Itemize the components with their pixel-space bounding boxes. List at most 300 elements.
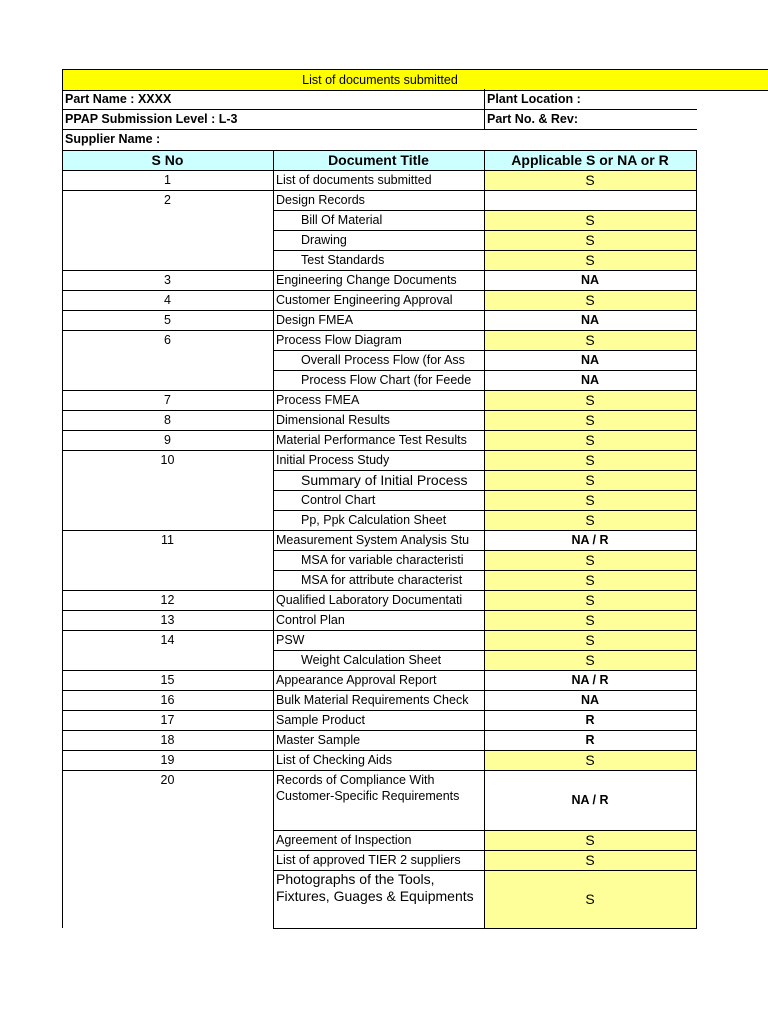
grid-line — [273, 190, 274, 210]
grid-line — [273, 570, 697, 571]
row-document-title: Design FMEA — [276, 313, 354, 327]
row-document-title: Measurement System Analysis Stu — [276, 533, 470, 547]
grid-line — [696, 610, 697, 630]
grid-line — [62, 129, 697, 130]
grid-line — [273, 550, 274, 570]
grid-line — [696, 730, 697, 750]
row-applicable: S — [484, 490, 696, 510]
grid-line — [62, 270, 273, 271]
grid-line — [273, 270, 697, 271]
grid-line — [484, 750, 485, 770]
grid-line — [62, 570, 63, 590]
row-sno: 12 — [160, 593, 175, 607]
grid-line — [62, 690, 273, 691]
plant-location: Plant Location : — [487, 92, 581, 106]
row-sno — [62, 350, 273, 370]
grid-line — [273, 410, 697, 411]
grid-line — [273, 430, 274, 450]
row-applicable: S — [484, 870, 696, 928]
grid-line — [484, 150, 485, 170]
grid-line — [696, 830, 697, 850]
row-document-title: Overall Process Flow (for Ass — [301, 353, 465, 367]
row-applicable: S — [484, 750, 696, 770]
grid-line — [696, 650, 697, 670]
grid-line — [62, 730, 63, 750]
grid-line — [484, 710, 485, 730]
grid-line — [62, 350, 63, 370]
row-document-title: Master Sample — [276, 733, 361, 747]
row-sno — [62, 250, 273, 270]
row-document-title: List of Checking Aids — [276, 753, 393, 767]
grid-line — [62, 450, 273, 451]
grid-line — [273, 290, 274, 310]
grid-line — [62, 310, 63, 330]
grid-line — [62, 310, 273, 311]
grid-line — [62, 390, 63, 410]
row-document-title: Photographs of the Tools, Fixtures, Guages & Equipments — [276, 871, 474, 904]
grid-line — [484, 330, 485, 350]
grid-line — [484, 850, 485, 870]
grid-line — [62, 510, 63, 530]
row-applicable: S — [484, 830, 696, 850]
row-sno — [62, 510, 273, 530]
row-document-title: Qualified Laboratory Documentati — [276, 593, 463, 607]
row-document-title: Sample Product — [276, 713, 365, 727]
row-document-title: Initial Process Study — [276, 453, 390, 467]
grid-line — [62, 590, 63, 610]
row-applicable: S — [484, 650, 696, 670]
row-document-title: Process FMEA — [276, 393, 360, 407]
grid-line — [273, 370, 697, 371]
grid-line — [273, 830, 274, 850]
row-applicable: NA — [580, 693, 600, 707]
grid-line — [62, 630, 273, 631]
row-document-title: Process Flow Diagram — [276, 333, 402, 347]
grid-line — [696, 330, 697, 350]
row-applicable: S — [484, 610, 696, 630]
row-applicable: S — [484, 290, 696, 310]
grid-line — [273, 850, 697, 851]
grid-line — [484, 650, 485, 670]
row-sno — [62, 570, 273, 590]
grid-line — [273, 230, 697, 231]
grid-line — [484, 250, 485, 270]
grid-line — [273, 690, 274, 710]
row-applicable: NA — [580, 353, 600, 367]
row-sno — [62, 650, 273, 670]
row-applicable: S — [484, 410, 696, 430]
grid-line — [696, 510, 697, 530]
grid-line — [273, 470, 274, 490]
col-header-sno: S No — [62, 150, 273, 170]
grid-line — [62, 870, 63, 928]
row-document-title: Pp, Ppk Calculation Sheet — [301, 513, 447, 527]
grid-line — [696, 230, 697, 250]
grid-line — [273, 550, 697, 551]
grid-line — [484, 530, 485, 550]
grid-line — [273, 750, 697, 751]
row-applicable: S — [484, 590, 696, 610]
grid-line — [696, 350, 697, 370]
grid-line — [484, 490, 485, 510]
grid-line — [273, 390, 697, 391]
grid-line — [484, 690, 485, 710]
row-document-title: Records of Compliance With Customer-Specific Requirements — [276, 773, 460, 803]
grid-line — [273, 170, 274, 190]
grid-line — [62, 89, 63, 150]
grid-line — [696, 410, 697, 430]
grid-line — [696, 150, 697, 170]
row-sno: 11 — [161, 533, 174, 547]
grid-line — [62, 590, 273, 591]
row-applicable: NA / R — [571, 793, 609, 807]
title-bar — [62, 69, 768, 91]
grid-line — [273, 190, 697, 191]
grid-line — [484, 270, 485, 290]
grid-line — [696, 770, 697, 830]
grid-line — [62, 290, 273, 291]
row-applicable: NA — [580, 373, 600, 387]
grid-line — [696, 270, 697, 290]
row-applicable: S — [484, 430, 696, 450]
grid-line — [62, 610, 63, 630]
row-sno — [62, 370, 273, 390]
grid-line — [273, 630, 274, 650]
grid-line — [696, 370, 697, 390]
row-applicable: R — [585, 713, 595, 727]
grid-line — [696, 850, 697, 870]
grid-line — [484, 450, 485, 470]
sheet-title: List of documents submitted — [302, 73, 458, 87]
grid-line — [273, 470, 697, 471]
row-document-title: Appearance Approval Report — [276, 673, 437, 687]
row-sno — [62, 550, 273, 570]
grid-line — [273, 330, 697, 331]
grid-line — [273, 490, 697, 491]
grid-line — [696, 710, 697, 730]
grid-line — [484, 190, 485, 210]
row-sno: 5 — [164, 313, 171, 327]
row-sno: 3 — [164, 273, 171, 287]
grid-line — [484, 730, 485, 750]
grid-line — [273, 870, 274, 928]
grid-line — [273, 610, 274, 630]
grid-line — [484, 230, 485, 250]
grid-line — [62, 490, 63, 510]
grid-line — [696, 210, 697, 230]
grid-line — [273, 150, 274, 170]
grid-line — [273, 928, 697, 929]
row-sno — [62, 230, 273, 250]
grid-line — [484, 510, 485, 530]
grid-line — [273, 330, 274, 350]
grid-line — [62, 170, 697, 171]
row-sno: 7 — [164, 393, 171, 407]
grid-line — [273, 350, 274, 370]
grid-line — [273, 610, 697, 611]
row-document-title: Bill Of Material — [301, 213, 383, 227]
row-document-title: PSW — [276, 633, 305, 647]
grid-line — [696, 190, 697, 210]
grid-line — [273, 250, 274, 270]
grid-line — [696, 590, 697, 610]
grid-line — [484, 290, 485, 310]
grid-line — [273, 710, 697, 711]
grid-line — [273, 770, 274, 830]
grid-line — [273, 670, 274, 690]
row-sno: 9 — [164, 433, 171, 447]
col-header-title: Document Title — [273, 150, 484, 170]
grid-line — [62, 610, 273, 611]
row-applicable: S — [484, 570, 696, 590]
row-document-title: Weight Calculation Sheet — [301, 653, 442, 667]
row-document-title: Summary of Initial Process — [301, 472, 468, 488]
grid-line — [273, 590, 274, 610]
grid-line — [273, 690, 697, 691]
row-document-title: Material Performance Test Results — [276, 433, 467, 447]
part-no: Part No. & Rev: — [487, 112, 578, 126]
row-document-title: Bulk Material Requirements Check — [276, 693, 469, 707]
grid-line — [696, 470, 697, 490]
row-sno — [62, 850, 273, 870]
row-document-title: MSA for variable characteristi — [301, 553, 464, 567]
row-applicable: S — [484, 230, 696, 250]
grid-line — [62, 830, 63, 850]
grid-line — [696, 750, 697, 770]
row-document-title: Drawing — [301, 233, 347, 247]
grid-line — [484, 350, 485, 370]
row-applicable: S — [484, 470, 696, 490]
row-document-title: MSA for attribute characterist — [301, 573, 463, 587]
row-sno: 19 — [160, 753, 175, 767]
row-sno: 17 — [160, 713, 175, 727]
grid-line — [62, 850, 63, 870]
row-document-title: List of approved TIER 2 suppliers — [276, 853, 461, 867]
row-document-title: Customer Engineering Approval — [276, 293, 453, 307]
row-sno: 2 — [164, 193, 171, 207]
part-name: Part Name : XXXX — [65, 92, 172, 106]
grid-line — [62, 650, 63, 670]
grid-line — [62, 390, 273, 391]
grid-line — [696, 570, 697, 590]
grid-line — [273, 350, 697, 351]
row-document-title: Control Plan — [276, 613, 345, 627]
grid-line — [696, 450, 697, 470]
grid-line — [273, 290, 697, 291]
grid-line — [484, 610, 485, 630]
grid-line — [62, 530, 273, 531]
row-document-title: Engineering Change Documents — [276, 273, 457, 287]
row-document-title: Dimensional Results — [276, 413, 390, 427]
grid-line — [273, 530, 697, 531]
grid-line — [273, 270, 274, 290]
grid-line — [62, 109, 697, 110]
ppap-level: PPAP Submission Level : L-3 — [65, 112, 238, 126]
grid-line — [484, 390, 485, 410]
grid-line — [273, 450, 697, 451]
grid-line — [273, 210, 274, 230]
row-document-title: List of documents submitted — [276, 173, 432, 187]
grid-line — [484, 410, 485, 430]
grid-line — [696, 170, 697, 190]
grid-line — [62, 690, 63, 710]
row-document-title: Design Records — [276, 193, 365, 207]
grid-line — [484, 570, 485, 590]
grid-line — [62, 230, 63, 250]
row-sno — [62, 870, 273, 928]
grid-line — [696, 870, 697, 928]
row-applicable: S — [484, 390, 696, 410]
grid-line — [273, 390, 274, 410]
grid-line — [62, 290, 63, 310]
supplier-name: Supplier Name : — [65, 132, 161, 146]
row-applicable: R — [585, 733, 595, 747]
grid-line — [484, 550, 485, 570]
grid-line — [696, 670, 697, 690]
grid-line — [62, 430, 273, 431]
grid-line — [273, 710, 274, 730]
row-applicable: NA — [580, 313, 600, 327]
grid-line — [696, 310, 697, 330]
grid-line — [484, 430, 485, 450]
grid-line — [62, 710, 63, 730]
row-applicable: S — [484, 330, 696, 350]
grid-line — [273, 310, 274, 330]
grid-line — [696, 630, 697, 650]
grid-line — [273, 410, 274, 430]
grid-line — [62, 470, 63, 490]
grid-line — [696, 250, 697, 270]
row-sno: 10 — [160, 453, 175, 467]
grid-line — [273, 730, 697, 731]
grid-line — [62, 670, 273, 671]
grid-line — [273, 650, 274, 670]
grid-line — [62, 770, 63, 830]
grid-line — [273, 530, 274, 550]
row-applicable: NA / R — [571, 673, 609, 687]
grid-line — [484, 770, 485, 830]
grid-line — [62, 530, 63, 550]
grid-line — [273, 670, 697, 671]
grid-line — [484, 310, 485, 330]
grid-line — [62, 330, 273, 331]
grid-line — [484, 590, 485, 610]
grid-line — [484, 170, 485, 190]
grid-line — [273, 650, 697, 651]
row-applicable: S — [484, 450, 696, 470]
grid-line — [273, 730, 274, 750]
grid-line — [273, 490, 274, 510]
grid-line — [273, 370, 274, 390]
grid-line — [62, 550, 63, 570]
row-sno: 20 — [160, 773, 175, 787]
row-applicable: S — [484, 210, 696, 230]
grid-line — [62, 270, 63, 290]
grid-line — [62, 430, 63, 450]
grid-line — [273, 510, 274, 530]
row-applicable: S — [484, 170, 696, 190]
grid-line — [62, 410, 273, 411]
grid-line — [62, 250, 63, 270]
grid-line — [484, 210, 485, 230]
grid-line — [696, 690, 697, 710]
grid-line — [484, 89, 485, 129]
grid-line — [273, 450, 274, 470]
grid-line — [696, 530, 697, 550]
row-document-title: Agreement of Inspection — [276, 833, 412, 847]
grid-line — [273, 830, 697, 831]
grid-line — [273, 510, 697, 511]
grid-line — [484, 870, 485, 928]
grid-line — [273, 310, 697, 311]
grid-line — [484, 830, 485, 850]
grid-line — [273, 570, 274, 590]
grid-line — [696, 490, 697, 510]
grid-line — [273, 870, 697, 871]
row-document-title: Process Flow Chart (for Feede — [301, 373, 472, 387]
row-sno: 16 — [160, 693, 175, 707]
grid-line — [62, 630, 63, 650]
grid-line — [62, 710, 273, 711]
row-document-title: Test Standards — [301, 253, 385, 267]
row-applicable — [484, 190, 696, 210]
grid-line — [484, 370, 485, 390]
row-sno — [62, 210, 273, 230]
grid-line — [273, 850, 274, 870]
grid-line — [696, 430, 697, 450]
row-sno: 8 — [164, 413, 171, 427]
row-applicable: S — [484, 250, 696, 270]
row-sno: 4 — [164, 293, 171, 307]
grid-line — [62, 190, 63, 210]
row-sno: 13 — [160, 613, 175, 627]
grid-line — [62, 150, 63, 170]
row-applicable: S — [484, 510, 696, 530]
grid-line — [273, 630, 697, 631]
row-sno — [62, 470, 273, 490]
grid-line — [696, 550, 697, 570]
grid-line — [62, 750, 273, 751]
row-sno: 18 — [160, 733, 175, 747]
grid-line — [273, 210, 697, 211]
row-applicable: S — [484, 850, 696, 870]
grid-line — [696, 290, 697, 310]
grid-line — [273, 770, 697, 771]
grid-line — [62, 370, 63, 390]
grid-line — [62, 450, 63, 470]
row-applicable: NA — [580, 273, 600, 287]
grid-line — [273, 230, 274, 250]
grid-line — [62, 210, 63, 230]
grid-line — [273, 430, 697, 431]
grid-line — [62, 670, 63, 690]
grid-line — [273, 250, 697, 251]
row-sno: 1 — [164, 173, 171, 187]
grid-line — [62, 190, 273, 191]
grid-line — [484, 470, 485, 490]
grid-line — [62, 170, 63, 190]
row-sno: 6 — [164, 333, 171, 347]
grid-line — [273, 750, 274, 770]
row-sno: 14 — [160, 633, 175, 647]
row-applicable: S — [484, 550, 696, 570]
grid-line — [696, 390, 697, 410]
grid-line — [484, 670, 485, 690]
row-applicable: NA / R — [571, 533, 609, 547]
grid-line — [62, 750, 63, 770]
row-sno: 15 — [160, 673, 175, 687]
row-applicable: S — [484, 630, 696, 650]
